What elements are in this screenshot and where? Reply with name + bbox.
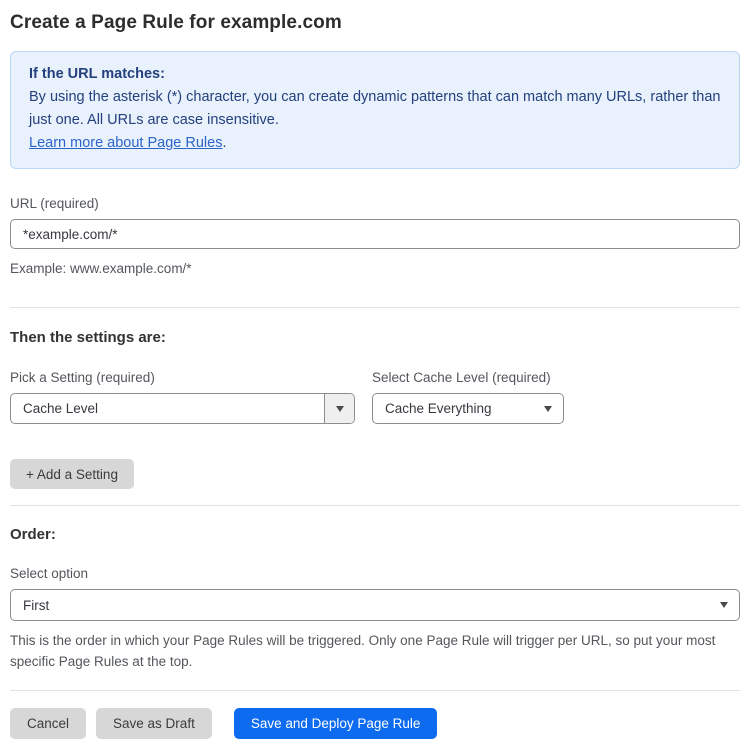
setting-picker-column xyxy=(10,370,355,424)
cache-level-label: Select Cache Level (required) xyxy=(372,370,551,385)
chevron-down-icon xyxy=(544,406,552,412)
chevron-down-icon xyxy=(720,602,728,608)
section-divider xyxy=(10,307,740,308)
info-link-row xyxy=(29,132,721,155)
info-box-body: By using the asterisk (*) character, you can create dynamic patterns that can match many URLs, rather than just one. All URLs are case insensitive. xyxy=(29,89,721,128)
section-divider xyxy=(10,505,740,506)
cache-level-dropdown[interactable] xyxy=(372,393,564,424)
cache-level-column xyxy=(372,370,564,424)
cancel-button[interactable]: Cancel xyxy=(10,708,86,739)
order-select[interactable] xyxy=(10,589,740,621)
url-label: URL (required) xyxy=(10,196,99,211)
learn-more-link[interactable]: Learn more about Page Rules xyxy=(29,135,223,151)
add-setting-button[interactable]: + Add a Setting xyxy=(10,459,134,489)
setting-picker-label: Pick a Setting (required) xyxy=(10,370,155,385)
order-helper: This is the order in which your Page Rules will be triggered. Only one Page Rule will trigger per URL, so put your most specific Page Rules at the top. xyxy=(10,633,716,669)
settings-row xyxy=(10,370,740,424)
settings-heading: Then the settings are: xyxy=(10,329,166,346)
chevron-down-icon xyxy=(336,406,344,412)
setting-picker-value: Cache Level xyxy=(23,401,99,416)
info-box-heading: If the URL matches: xyxy=(29,66,165,82)
dropdown-arrow xyxy=(533,394,563,423)
page-title: Create a Page Rule for example.com xyxy=(10,12,342,33)
footer-actions xyxy=(10,708,740,739)
order-select-value: First xyxy=(23,597,50,613)
url-input[interactable] xyxy=(10,219,740,249)
url-helper: Example: www.example.com/* xyxy=(10,261,192,276)
save-deploy-button[interactable]: Save and Deploy Page Rule xyxy=(234,708,438,739)
order-label: Select option xyxy=(10,566,89,581)
setting-picker-dropdown[interactable] xyxy=(10,393,355,424)
spacer xyxy=(10,346,740,370)
link-suffix: . xyxy=(222,135,227,151)
dropdown-arrow-button[interactable] xyxy=(324,394,354,423)
dropdown-arrow xyxy=(709,590,739,620)
info-box xyxy=(10,51,740,169)
order-heading: Order: xyxy=(10,526,56,543)
cache-level-value: Cache Everything xyxy=(385,401,492,416)
save-draft-button[interactable]: Save as Draft xyxy=(96,708,212,739)
